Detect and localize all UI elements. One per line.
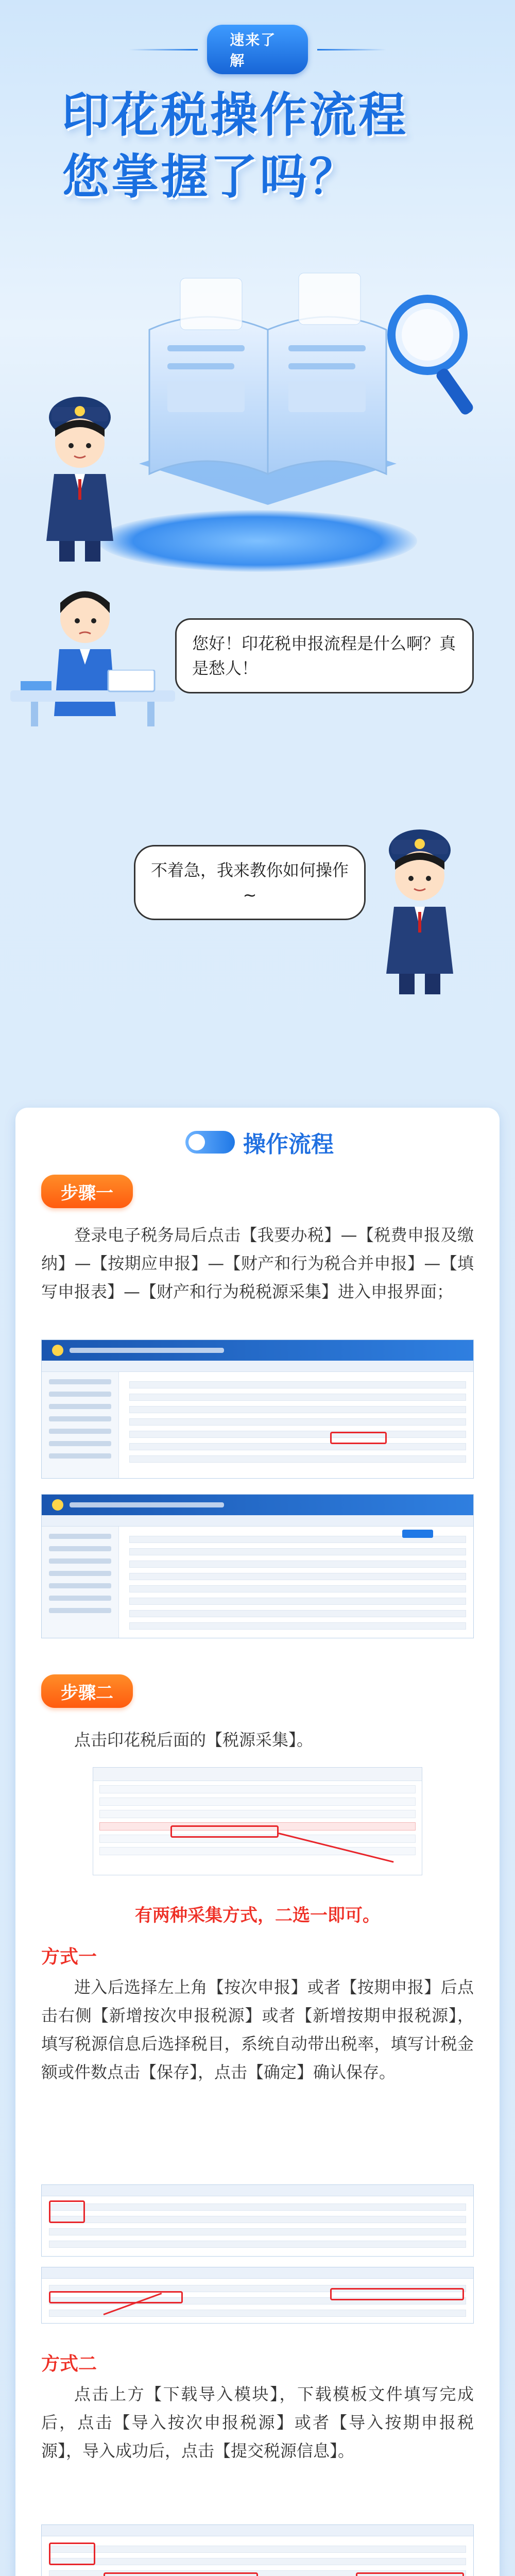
tag-line-right (317, 49, 386, 50)
tax-officer-illustration-2 (371, 804, 469, 999)
step2-note (41, 1901, 474, 1926)
answer-bubble: 不着急，我来教你如何操作~ (134, 845, 366, 920)
tax-officer-illustration (31, 371, 129, 567)
question-bubble: 您好！印花税申报流程是什么啊？真是愁人！ (175, 618, 474, 693)
screenshot-method2 (41, 2524, 474, 2576)
method1-label: 方式一 (41, 1946, 97, 1968)
toggle-icon (185, 1131, 235, 1154)
header-tag (129, 25, 386, 74)
book-icon (118, 268, 417, 510)
page-title-line1: 印花税操作流程 (62, 88, 408, 143)
screenshot-method1-a (41, 2184, 474, 2257)
page-title-line2: 您掌握了吗？ (62, 149, 359, 205)
step1-text: 登录电子税务局后点击【我要办税】—【税费申报及缴纳】—【按期应申报】—【财产和行为税合并申报】—【填写申报表】—【财产和行为税税源采集】进入申报界面； (41, 1225, 474, 1302)
method2-text: 点击上方【下载导入模块】，下载模板文件填写完成后，点击【导入按次申报税源】或者【导入按期申报税源】，导入成功后，点击【提交税源信息】。 (41, 2384, 474, 2461)
hero-platform (98, 510, 417, 572)
screenshot-step1-b (41, 1494, 474, 1638)
screenshot-step2 (93, 1767, 422, 1875)
step2-text: 点击印花税后面的【税源采集】。 (74, 1730, 314, 1750)
screenshot-step1-a (41, 1340, 474, 1479)
tag-line-left (129, 49, 198, 50)
section-header (185, 1126, 334, 1159)
header-tag-label: 速来了解 (207, 25, 307, 74)
method2-label: 方式二 (41, 2353, 97, 2375)
magnifier-icon (381, 289, 484, 422)
step1-label: 步骤一 (41, 1175, 133, 1208)
step2-note-text: 有两种采集方式，二选一即可。 (135, 1905, 380, 1926)
step2-label: 步骤二 (41, 1674, 133, 1708)
section-title: 操作流程 (243, 1131, 334, 1158)
desk-illustration (10, 670, 175, 726)
method1-text: 进入后选择左上角【按次申报】或者【按期申报】后点击右侧【新增按次申报税源】或者【新增按期申报税源】，填写税源信息后选择税目，系统自动带出税率，填写计税金额或件数点击【保存】，点击【确定】确认保存。 (41, 1977, 474, 2082)
screenshot-method1-b (41, 2267, 474, 2324)
